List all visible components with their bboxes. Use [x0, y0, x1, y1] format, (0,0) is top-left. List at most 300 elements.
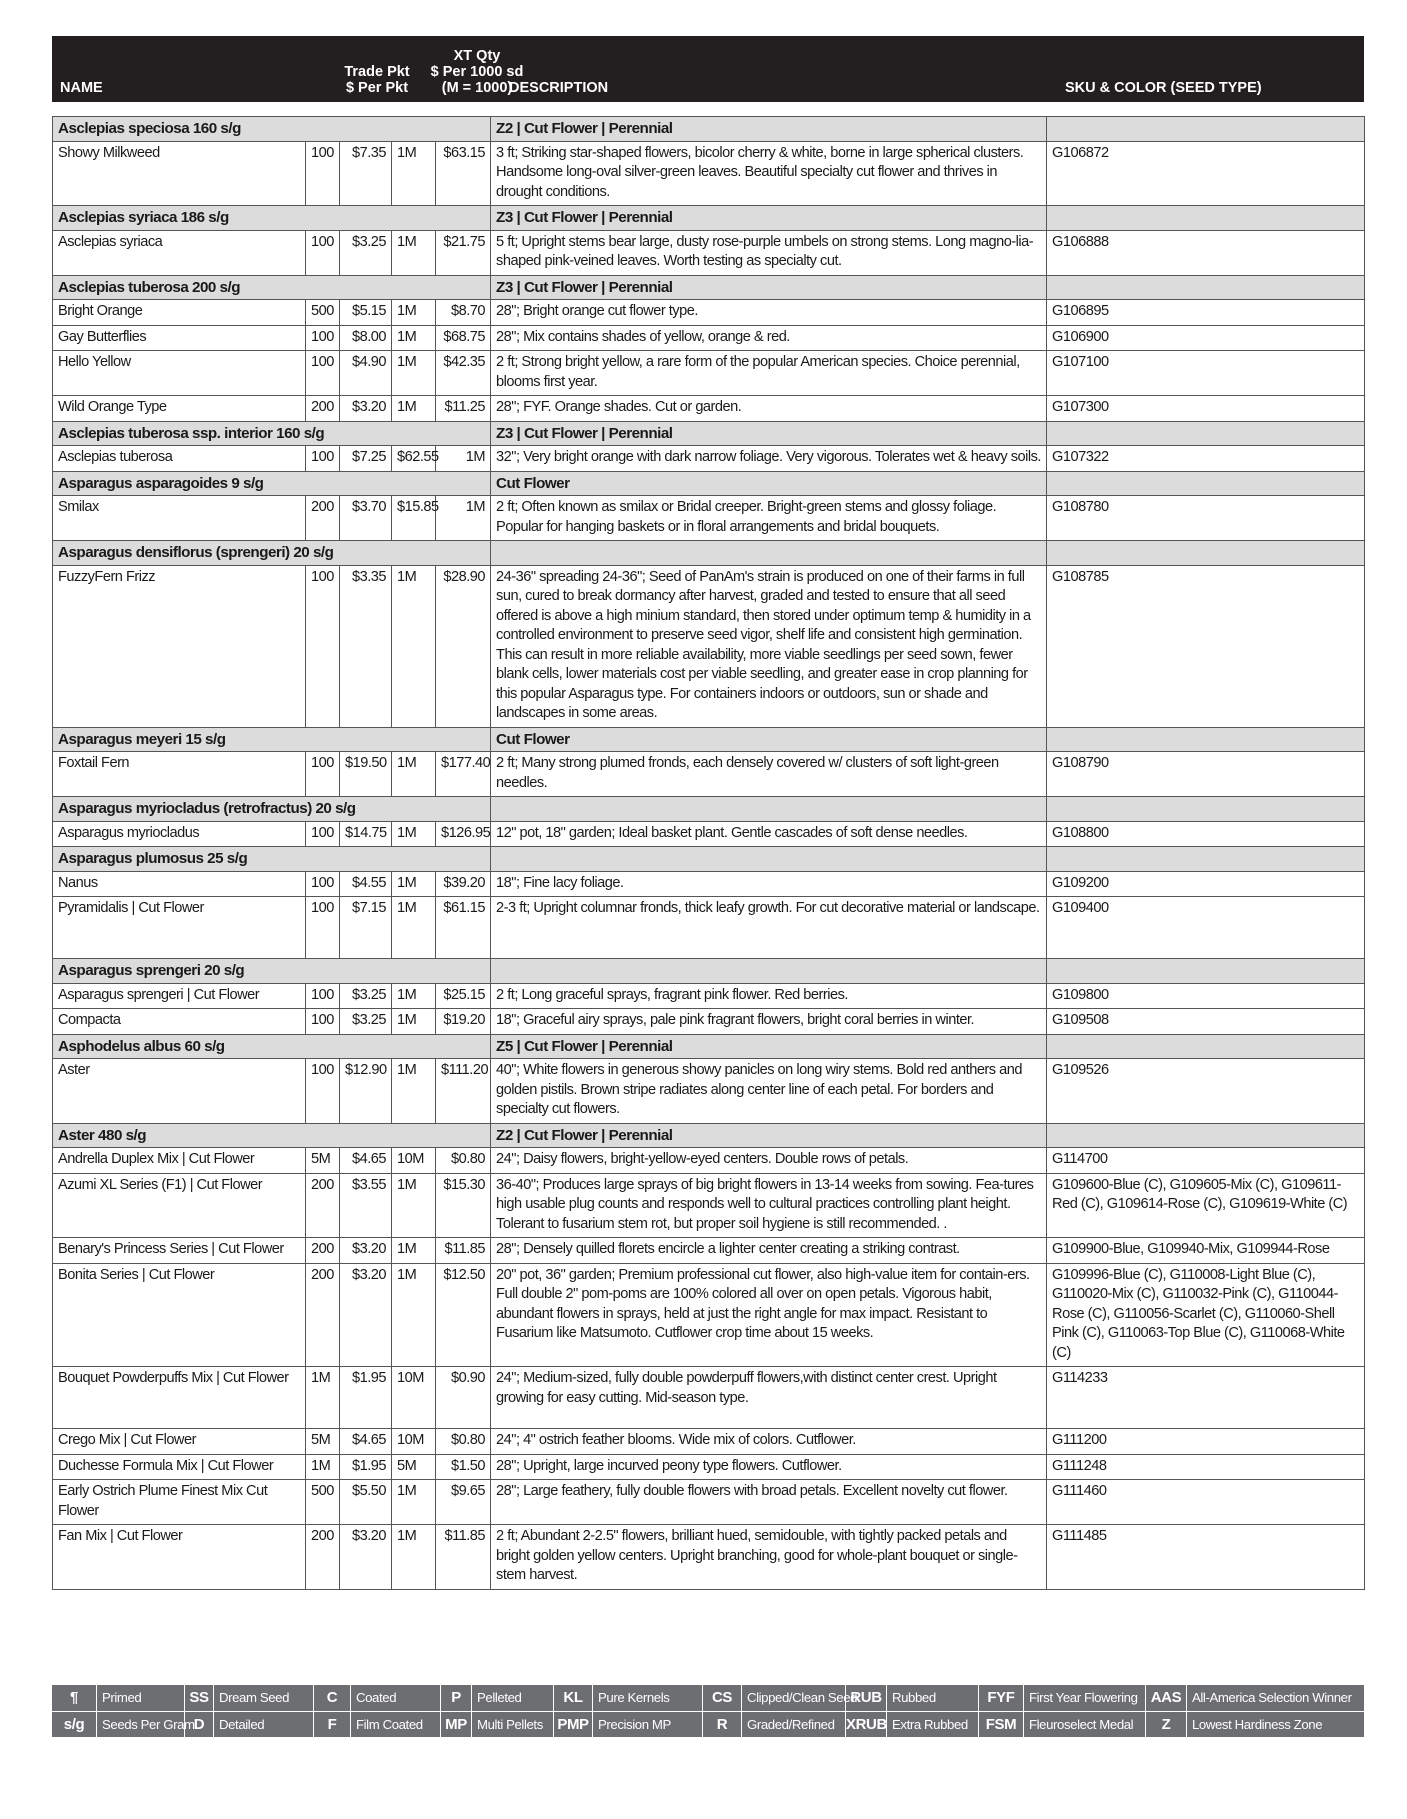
- trade-pkt-price: $3.25: [340, 230, 392, 275]
- description: 28"; Densely quilled florets encircle a lighter center creating a striking contrast.: [491, 1238, 1047, 1264]
- group-title: Asclepias speciosa 160 s/g: [53, 117, 491, 142]
- xt-qty: 1M: [392, 821, 436, 847]
- group-sku-blank: [1047, 959, 1365, 984]
- header-sku: SKU & COLOR (SEED TYPE): [1065, 80, 1262, 96]
- trade-pkt-qty: 100: [306, 871, 340, 897]
- legend-label: Pelleted: [472, 1685, 554, 1711]
- trade-pkt-qty: 1M: [306, 1454, 340, 1480]
- variety-name: Bright Orange: [53, 300, 306, 326]
- legend-key: KL: [554, 1685, 593, 1711]
- legend-key: s/g: [52, 1712, 97, 1738]
- description: 2-3 ft; Upright columnar fronds, thick leafy growth. For cut decorative material or landscape.: [491, 897, 1047, 959]
- group-header-row: [53, 541, 1365, 566]
- sku-color: G106872: [1047, 141, 1365, 206]
- sku-color: G107300: [1047, 396, 1365, 422]
- description: 32"; Very bright orange with dark narrow foliage. Very vigorous. Tolerates wet & heavy soils.: [491, 446, 1047, 472]
- sku-color: G109600-Blue (C), G109605-Mix (C), G109611-Red (C), G109614-Rose (C), G109619-White (C): [1047, 1173, 1365, 1238]
- variety-name: Fan Mix | Cut Flower: [53, 1525, 306, 1590]
- legend-item: [185, 1712, 314, 1738]
- xt-price: $42.35: [436, 351, 491, 396]
- legend-label: Seeds Per Gram: [97, 1712, 185, 1738]
- group-title: Asparagus myriocladus (retrofractus) 20 s/g: [53, 797, 491, 822]
- xt-price: $0.80: [436, 1148, 491, 1174]
- description: 24"; Medium-sized, fully double powderpuff flowers,with distinct center crest. Upright growing for easy cutting. Mid-season type.: [491, 1367, 1047, 1429]
- table-row: [53, 1367, 1365, 1429]
- table-row: [53, 496, 1365, 541]
- xt-qty: 10M: [392, 1429, 436, 1455]
- legend-key: F: [314, 1712, 351, 1738]
- group-sku-blank: [1047, 797, 1365, 822]
- group-tag: [491, 847, 1047, 872]
- table-row: [53, 1429, 1365, 1455]
- trade-pkt-price: $1.95: [340, 1367, 392, 1429]
- legend-label: Primed: [97, 1685, 185, 1711]
- legend-item: [441, 1685, 554, 1711]
- xt-qty: 1M: [392, 871, 436, 897]
- xt-price: $111.20: [436, 1059, 491, 1124]
- legend-label: All-America Selection Winner: [1192, 1690, 1352, 1705]
- trade-pkt-price: $3.55: [340, 1173, 392, 1238]
- table-row: [53, 300, 1365, 326]
- trade-pkt-qty: 5M: [306, 1429, 340, 1455]
- group-tag: Z5 | Cut Flower | Perennial: [491, 1034, 1047, 1059]
- xt-qty: 10M: [392, 1367, 436, 1429]
- trade-pkt-qty: 5M: [306, 1148, 340, 1174]
- sku-color: G108780: [1047, 496, 1365, 541]
- xt-price: $21.75: [436, 230, 491, 275]
- description: 2 ft; Often known as smilax or Bridal creeper. Bright-green stems and glossy foliage. Popular for hanging baskets or in floral arrangements and bridal bouquets.: [491, 496, 1047, 541]
- xt-qty: 1M: [392, 897, 436, 959]
- legend-item: [185, 1685, 314, 1711]
- sku-color: G109900-Blue, G109940-Mix, G109944-Rose: [1047, 1238, 1365, 1264]
- trade-pkt-price: $5.50: [340, 1480, 392, 1525]
- trade-pkt-qty: 200: [306, 1238, 340, 1264]
- legend-row: [52, 1712, 1364, 1738]
- trade-pkt-qty: 200: [306, 1263, 340, 1367]
- variety-name: Hello Yellow: [53, 351, 306, 396]
- legend-label: First Year Flowering: [1024, 1685, 1146, 1711]
- table-row: [53, 351, 1365, 396]
- legend-key: D: [185, 1712, 214, 1738]
- group-title: Asparagus plumosus 25 s/g: [53, 847, 491, 872]
- xt-price: $9.65: [436, 1480, 491, 1525]
- catalog-page: [52, 36, 1364, 1583]
- group-header-row: [53, 797, 1365, 822]
- description: 40"; White flowers in generous showy panicles on long wiry stems. Bold red anthers and golden pistils. Brown stripe radiates along center line of each petal. For borders and specialty cut flowers.: [491, 1059, 1047, 1124]
- variety-name: Andrella Duplex Mix | Cut Flower: [53, 1148, 306, 1174]
- xt-price: $1.50: [436, 1454, 491, 1480]
- sku-color: G114233: [1047, 1367, 1365, 1429]
- group-header-row: [53, 1123, 1365, 1148]
- trade-pkt-price: $8.00: [340, 325, 392, 351]
- trade-pkt-price: $4.55: [340, 871, 392, 897]
- trade-pkt-price: $3.20: [340, 1238, 392, 1264]
- table-row: [53, 983, 1365, 1009]
- sku-color: G106895: [1047, 300, 1365, 326]
- xt-qty: 10M: [392, 1148, 436, 1174]
- description: 28"; FYF. Orange shades. Cut or garden.: [491, 396, 1047, 422]
- group-header-row: [53, 117, 1365, 142]
- xt-qty: 1M: [392, 752, 436, 797]
- trade-pkt-price: $7.35: [340, 141, 392, 206]
- legend-key: PMP: [554, 1712, 593, 1738]
- sku-color: G107322: [1047, 446, 1365, 472]
- legend-key: SS: [185, 1685, 214, 1711]
- group-header-row: [53, 959, 1365, 984]
- legend-bar: [52, 1685, 1364, 1737]
- sku-color: G111248: [1047, 1454, 1365, 1480]
- header-description: DESCRIPTION: [509, 80, 609, 96]
- trade-pkt-qty: 100: [306, 897, 340, 959]
- xt-qty: 1M: [392, 1480, 436, 1525]
- trade-pkt-price: $7.15: [340, 897, 392, 959]
- header-name: NAME: [60, 80, 103, 96]
- xt-qty: 1M: [392, 565, 436, 727]
- trade-pkt-qty: 1M: [306, 1367, 340, 1429]
- xt-price: $68.75: [436, 325, 491, 351]
- sku-color: G108790: [1047, 752, 1365, 797]
- group-tag: [491, 959, 1047, 984]
- group-title: Asparagus asparagoides 9 s/g: [53, 471, 491, 496]
- description: 2 ft; Strong bright yellow, a rare form of the popular American species. Choice perennial, blooms first year.: [491, 351, 1047, 396]
- legend-label: Pure Kernels: [593, 1685, 703, 1711]
- trade-pkt-qty: 100: [306, 141, 340, 206]
- xt-qty: 1M: [392, 983, 436, 1009]
- trade-pkt-qty: 500: [306, 1480, 340, 1525]
- sku-color: G109508: [1047, 1009, 1365, 1035]
- description: 24"; Daisy flowers, bright-yellow-eyed centers. Double rows of petals.: [491, 1148, 1047, 1174]
- xt-qty: 5M: [392, 1454, 436, 1480]
- trade-pkt-qty: 100: [306, 821, 340, 847]
- xt-price: $19.20: [436, 1009, 491, 1035]
- group-tag: Cut Flower: [491, 727, 1047, 752]
- description: 28"; Bright orange cut flower type.: [491, 300, 1047, 326]
- sku-color: G109200: [1047, 871, 1365, 897]
- legend-item: [846, 1685, 979, 1711]
- trade-pkt-price: $1.95: [340, 1454, 392, 1480]
- legend-item: [314, 1712, 441, 1738]
- xt-price: 1M: [436, 496, 491, 541]
- trade-pkt-price: $3.25: [340, 983, 392, 1009]
- table-row: [53, 897, 1365, 959]
- xt-price: $39.20: [436, 871, 491, 897]
- legend-label: Film Coated: [351, 1712, 441, 1738]
- group-sku-blank: [1047, 421, 1365, 446]
- xt-qty: 1M: [392, 1173, 436, 1238]
- trade-pkt-qty: 200: [306, 396, 340, 422]
- group-title: Asphodelus albus 60 s/g: [53, 1034, 491, 1059]
- group-sku-blank: [1047, 727, 1365, 752]
- description: 36-40"; Produces large sprays of big bright flowers in 13-14 weeks from sowing. Fea-tures high usable plug counts and responds well to cultural practices controlling plant height. Tolerant to fusarium stem rot, but proper soil hygiene is still recommended. .: [491, 1173, 1047, 1238]
- legend-key: R: [703, 1712, 742, 1738]
- variety-name: Asparagus myriocladus: [53, 821, 306, 847]
- header-trade-pkt: Trade Pkt $ Per Pkt: [344, 64, 410, 96]
- variety-name: Smilax: [53, 496, 306, 541]
- legend-label: Precision MP: [593, 1712, 703, 1738]
- trade-pkt-qty: 100: [306, 446, 340, 472]
- xt-price: $8.70: [436, 300, 491, 326]
- legend-item: [441, 1712, 554, 1738]
- trade-pkt-qty: 100: [306, 983, 340, 1009]
- trade-pkt-price: $7.25: [340, 446, 392, 472]
- group-header-row: [53, 206, 1365, 231]
- table-row: [53, 1480, 1365, 1525]
- group-sku-blank: [1047, 847, 1365, 872]
- trade-pkt-qty: 100: [306, 325, 340, 351]
- legend-label: Graded/Refined: [742, 1712, 846, 1738]
- legend-key: FYF: [979, 1685, 1024, 1711]
- trade-pkt-price: $4.65: [340, 1429, 392, 1455]
- variety-name: FuzzyFern Frizz: [53, 565, 306, 727]
- legend-item: [554, 1712, 703, 1738]
- table-row: [53, 1454, 1365, 1480]
- sku-color: G114700: [1047, 1148, 1365, 1174]
- trade-pkt-qty: 100: [306, 1009, 340, 1035]
- group-tag: [491, 797, 1047, 822]
- group-title: Asparagus meyeri 15 s/g: [53, 727, 491, 752]
- group-header-row: [53, 471, 1365, 496]
- variety-name: Early Ostrich Plume Finest Mix Cut Flower: [53, 1480, 306, 1525]
- variety-name: Asclepias tuberosa: [53, 446, 306, 472]
- trade-pkt-price: $12.90: [340, 1059, 392, 1124]
- table-row: [53, 1009, 1365, 1035]
- description: 3 ft; Striking star-shaped flowers, bicolor cherry & white, borne in large spherical clusters. Handsome long-oval silver-green leaves. Beautiful specialty cut flower and thrives in drought conditions.: [491, 141, 1047, 206]
- sku-color: G109400: [1047, 897, 1365, 959]
- trade-pkt-price: $19.50: [340, 752, 392, 797]
- trade-pkt-price: $3.20: [340, 1263, 392, 1367]
- group-tag: Z2 | Cut Flower | Perennial: [491, 117, 1047, 142]
- seed-table: [52, 116, 1365, 1590]
- sku-color: G109526: [1047, 1059, 1365, 1124]
- legend-key: C: [314, 1685, 351, 1711]
- xt-price: $28.90: [436, 565, 491, 727]
- description: 28"; Upright, large incurved peony type flowers. Cutflower.: [491, 1454, 1047, 1480]
- xt-qty: 1M: [392, 141, 436, 206]
- xt-price: 1M: [436, 446, 491, 472]
- group-tag: Z3 | Cut Flower | Perennial: [491, 275, 1047, 300]
- table-row: [53, 1059, 1365, 1124]
- legend-label: Lowest Hardiness Zone: [1192, 1717, 1323, 1732]
- description: 2 ft; Many strong plumed fronds, each densely covered w/ clusters of soft light-green needles.: [491, 752, 1047, 797]
- xt-qty: 1M: [392, 325, 436, 351]
- group-sku-blank: [1047, 471, 1365, 496]
- xt-price: $63.15: [436, 141, 491, 206]
- legend-key: MP: [441, 1712, 472, 1738]
- table-row: [53, 1525, 1365, 1590]
- variety-name: Asparagus sprengeri | Cut Flower: [53, 983, 306, 1009]
- legend-item: [1146, 1685, 1352, 1711]
- legend-key: ¶: [52, 1685, 97, 1711]
- trade-pkt-price: $3.25: [340, 1009, 392, 1035]
- xt-qty: 1M: [392, 230, 436, 275]
- sku-color: G108785: [1047, 565, 1365, 727]
- trade-pkt-qty: 200: [306, 496, 340, 541]
- trade-pkt-qty: 500: [306, 300, 340, 326]
- xt-price: $0.80: [436, 1429, 491, 1455]
- xt-qty: 1M: [392, 1009, 436, 1035]
- sku-color: G109800: [1047, 983, 1365, 1009]
- table-row: [53, 1173, 1365, 1238]
- trade-pkt-price: $4.65: [340, 1148, 392, 1174]
- xt-qty: 1M: [392, 1238, 436, 1264]
- table-row: [53, 396, 1365, 422]
- xt-price: $0.90: [436, 1367, 491, 1429]
- group-sku-blank: [1047, 275, 1365, 300]
- xt-qty: $15.85: [392, 496, 436, 541]
- table-row: [53, 1263, 1365, 1367]
- sku-color: G111485: [1047, 1525, 1365, 1590]
- trade-pkt-price: $14.75: [340, 821, 392, 847]
- table-row: [53, 752, 1365, 797]
- variety-name: Pyramidalis | Cut Flower: [53, 897, 306, 959]
- group-tag: Z3 | Cut Flower | Perennial: [491, 421, 1047, 446]
- variety-name: Asclepias syriaca: [53, 230, 306, 275]
- group-header-row: [53, 275, 1365, 300]
- description: 18"; Fine lacy foliage.: [491, 871, 1047, 897]
- table-row: [53, 871, 1365, 897]
- group-header-row: [53, 847, 1365, 872]
- legend-label: Dream Seed: [214, 1685, 314, 1711]
- xt-price: $11.25: [436, 396, 491, 422]
- xt-qty: 1M: [392, 351, 436, 396]
- legend-label: Multi Pellets: [472, 1712, 554, 1738]
- description: 28"; Mix contains shades of yellow, orange & red.: [491, 325, 1047, 351]
- sku-color: G106900: [1047, 325, 1365, 351]
- trade-pkt-price: $3.20: [340, 1525, 392, 1590]
- group-header-row: [53, 727, 1365, 752]
- description: 28"; Large feathery, fully double flowers with broad petals. Excellent novelty cut flower.: [491, 1480, 1047, 1525]
- legend-key: P: [441, 1685, 472, 1711]
- group-tag: Cut Flower: [491, 471, 1047, 496]
- variety-name: Foxtail Fern: [53, 752, 306, 797]
- legend-key: Z: [1146, 1712, 1187, 1738]
- xt-qty: 1M: [392, 1059, 436, 1124]
- trade-pkt-price: $3.35: [340, 565, 392, 727]
- group-sku-blank: [1047, 1123, 1365, 1148]
- group-tag: [491, 541, 1047, 566]
- variety-name: Gay Butterflies: [53, 325, 306, 351]
- group-sku-blank: [1047, 206, 1365, 231]
- trade-pkt-qty: 100: [306, 565, 340, 727]
- group-title: Asclepias tuberosa 200 s/g: [53, 275, 491, 300]
- legend-item: [554, 1685, 703, 1711]
- legend-label: Rubbed: [887, 1685, 979, 1711]
- xt-qty: 1M: [392, 1263, 436, 1367]
- table-row: [53, 141, 1365, 206]
- variety-name: Duchesse Formula Mix | Cut Flower: [53, 1454, 306, 1480]
- legend-key: RUB: [846, 1685, 887, 1711]
- legend-key: CS: [703, 1685, 742, 1711]
- description: 2 ft; Long graceful sprays, fragrant pink flower. Red berries.: [491, 983, 1047, 1009]
- trade-pkt-qty: 200: [306, 1173, 340, 1238]
- legend-key: FSM: [979, 1712, 1024, 1738]
- xt-price: $177.40: [436, 752, 491, 797]
- description: 18"; Graceful airy sprays, pale pink fragrant flowers, bright coral berries in winter.: [491, 1009, 1047, 1035]
- legend-key: AAS: [1146, 1685, 1187, 1711]
- header-xt-qty: XT Qty $ Per 1000 sd (M = 1000): [430, 48, 524, 96]
- xt-price: $126.95: [436, 821, 491, 847]
- legend-label: Detailed: [214, 1712, 314, 1738]
- group-title: Asparagus sprengeri 20 s/g: [53, 959, 491, 984]
- group-sku-blank: [1047, 117, 1365, 142]
- sku-color: G106888: [1047, 230, 1365, 275]
- trade-pkt-qty: 100: [306, 1059, 340, 1124]
- variety-name: Wild Orange Type: [53, 396, 306, 422]
- trade-pkt-price: $5.15: [340, 300, 392, 326]
- variety-name: Bonita Series | Cut Flower: [53, 1263, 306, 1367]
- variety-name: Crego Mix | Cut Flower: [53, 1429, 306, 1455]
- trade-pkt-price: $4.90: [340, 351, 392, 396]
- description: 20" pot, 36" garden; Premium professional cut flower, also high-value item for contain-ers. Full double 2" pom-poms are 100% colored all over on open petals. Vigorous habit, abundant flowers in sprays, held at just the right angle for max impact. Resistant to Fusarium like Matsumoto. Cutflower crop time about 15 weeks.: [491, 1263, 1047, 1367]
- variety-name: Compacta: [53, 1009, 306, 1035]
- legend-item: [1146, 1712, 1342, 1738]
- legend-label: Extra Rubbed: [887, 1712, 979, 1738]
- xt-qty: 1M: [392, 396, 436, 422]
- variety-name: Aster: [53, 1059, 306, 1124]
- description: 12" pot, 18" garden; Ideal basket plant. Gentle cascades of soft dense needles.: [491, 821, 1047, 847]
- legend-item: [314, 1685, 441, 1711]
- table-row: [53, 1148, 1365, 1174]
- table-row: [53, 1238, 1365, 1264]
- description: 5 ft; Upright stems bear large, dusty rose-purple umbels on strong stems. Long magno-lia-shaped pink-veined leaves. Worth testing as specialty cut.: [491, 230, 1047, 275]
- trade-pkt-qty: 100: [306, 351, 340, 396]
- description: 24"; 4" ostrich feather blooms. Wide mix of colors. Cutflower.: [491, 1429, 1047, 1455]
- trade-pkt-price: $3.20: [340, 396, 392, 422]
- table-row: [53, 230, 1365, 275]
- xt-price: $61.15: [436, 897, 491, 959]
- legend-key: XRUB: [846, 1712, 887, 1738]
- xt-price: $15.30: [436, 1173, 491, 1238]
- sku-color: G109996-Blue (C), G110008-Light Blue (C), G110020-Mix (C), G110032-Pink (C), G110044-Rose (C), G110056-Scarlet (C), G110060-Shell Pink (C), G110063-Top Blue (C), G110068-White (C): [1047, 1263, 1365, 1367]
- variety-name: Benary's Princess Series | Cut Flower: [53, 1238, 306, 1264]
- legend-item: [703, 1685, 858, 1711]
- xt-price: $12.50: [436, 1263, 491, 1367]
- description: 2 ft; Abundant 2-2.5" flowers, brilliant hued, semidouble, with tightly packed petals and bright golden yellow centers. Upright branching, good for whole-plant bouquet or single-stem harvest.: [491, 1525, 1047, 1590]
- sku-color: G111460: [1047, 1480, 1365, 1525]
- legend-item: [979, 1712, 1146, 1738]
- legend-item: [846, 1712, 979, 1738]
- table-row: [53, 325, 1365, 351]
- xt-qty: $62.55: [392, 446, 436, 472]
- trade-pkt-qty: 100: [306, 230, 340, 275]
- xt-qty: 1M: [392, 300, 436, 326]
- variety-name: Bouquet Powderpuffs Mix | Cut Flower: [53, 1367, 306, 1429]
- legend-item: [52, 1685, 185, 1711]
- table-row: [53, 821, 1365, 847]
- group-header-row: [53, 1034, 1365, 1059]
- group-header-row: [53, 421, 1365, 446]
- variety-name: Azumi XL Series (F1) | Cut Flower: [53, 1173, 306, 1238]
- legend-row: [52, 1685, 1364, 1712]
- group-sku-blank: [1047, 541, 1365, 566]
- group-title: Asclepias tuberosa ssp. interior 160 s/g: [53, 421, 491, 446]
- table-header: [52, 36, 1364, 102]
- xt-price: $11.85: [436, 1238, 491, 1264]
- legend-label: Fleuroselect Medal: [1024, 1712, 1146, 1738]
- sku-color: G108800: [1047, 821, 1365, 847]
- description: 24-36" spreading 24-36"; Seed of PanAm's strain is produced on one of their farms in full sun, cured to break dormancy after harvest, graded and tested to ensure that all seed offered is above a high minium standard, then stored under optimum temp & humidity in a controlled environment to preserve seed vigor, shelf life and consistent high germination. This can result in more reliable availability, more viable seedlings per seed sown, fewer blank cells, lower materials cost per viable seedling, and greater ease in crop planning for this popular Asparagus type. For containers indoors or outdoors, sun or shade and landscapes in some areas.: [491, 565, 1047, 727]
- table-row: [53, 446, 1365, 472]
- table-row: [53, 565, 1365, 727]
- group-tag: Z3 | Cut Flower | Perennial: [491, 206, 1047, 231]
- sku-color: G111200: [1047, 1429, 1365, 1455]
- group-title: Asparagus densiflorus (sprengeri) 20 s/g: [53, 541, 491, 566]
- group-title: Asclepias syriaca 186 s/g: [53, 206, 491, 231]
- group-title: Aster 480 s/g: [53, 1123, 491, 1148]
- xt-price: $25.15: [436, 983, 491, 1009]
- xt-qty: 1M: [392, 1525, 436, 1590]
- legend-label: Clipped/Clean Seed: [742, 1685, 846, 1711]
